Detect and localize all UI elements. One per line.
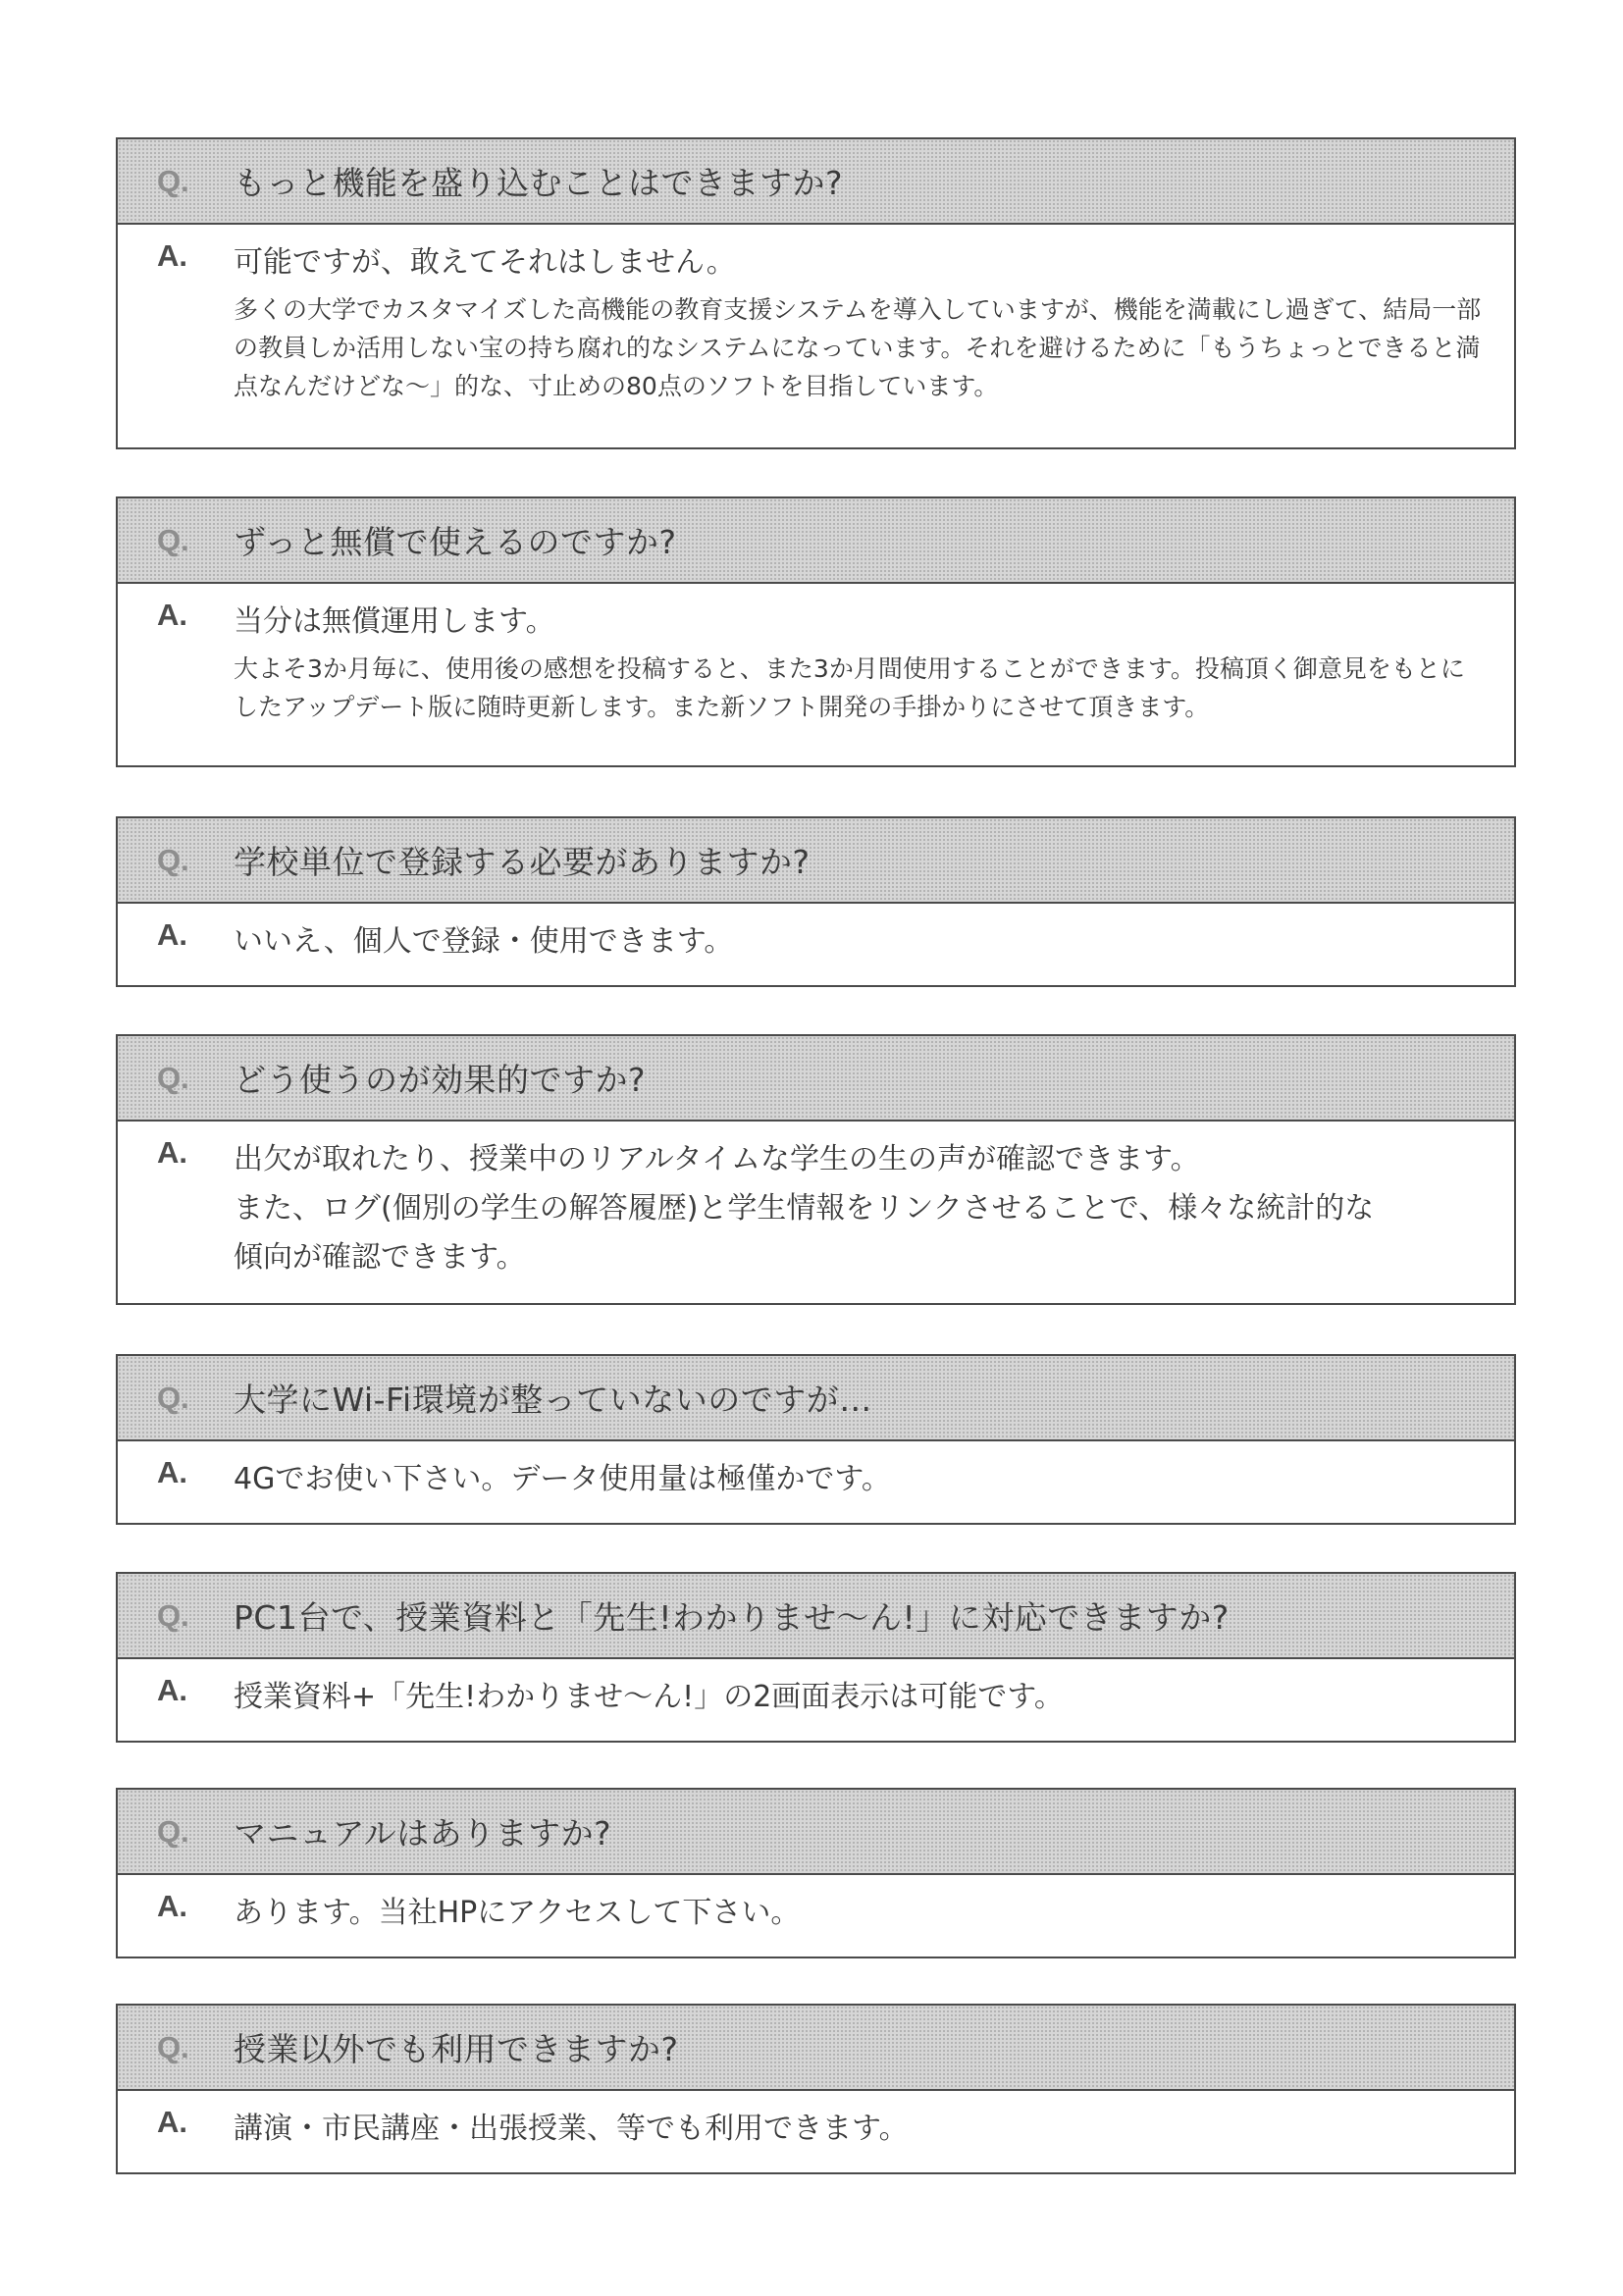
answer-mark-label: A. xyxy=(157,1673,187,1707)
question-bar xyxy=(118,498,1514,584)
question-text: 授業以外でも利用できますか? xyxy=(234,2030,679,2068)
question-mark-label: Q. xyxy=(157,1380,189,1415)
answer-mark-label: A. xyxy=(157,1889,187,1923)
answer-lead: 当分は無償運用します。 xyxy=(234,604,555,639)
answer-detail: 多くの大学でカスタマイズした高機能の教育支援システムを導入していますが、機能を満載にし過ぎて、結局一部の教員しか活用しない宝の持ち腐れ的なシステムになっています。それを避けるために「もうちょっとできると満点なんだけどな〜」的な、寸止めの80点のソフトを目指しています。 xyxy=(234,295,1482,400)
question-bar xyxy=(118,1790,1514,1875)
question-text: PC1台で、授業資料と「先生!わかりませ〜ん!」に対応できますか? xyxy=(234,1598,1230,1637)
faq-item xyxy=(116,496,1516,767)
answer-mark-label: A. xyxy=(157,1135,187,1170)
question-bar xyxy=(118,139,1514,225)
question-mark-label: Q. xyxy=(157,163,189,198)
question-mark-label: Q. xyxy=(157,2029,189,2064)
question-bar xyxy=(118,2006,1514,2091)
question-mark-label: Q. xyxy=(157,1597,189,1633)
faq-item xyxy=(116,2004,1516,2174)
answer-area xyxy=(118,584,1514,726)
answer-area xyxy=(118,225,1514,405)
answer-lead: 4Gでお使い下さい。データ使用量は極僅かです。 xyxy=(234,1462,891,1496)
answer-area xyxy=(118,904,1514,966)
question-bar xyxy=(118,1356,1514,1441)
question-mark-label: Q. xyxy=(157,842,189,877)
answer-area xyxy=(118,1441,1514,1504)
answer-line: 出欠が取れたり、授業中のリアルタイムな学生の生の声が確認できます。 xyxy=(234,1142,1200,1176)
answer-lead: 講演・市民講座・出張授業、等でも利用できます。 xyxy=(234,2112,909,2146)
answer-area xyxy=(118,2091,1514,2154)
faq-item xyxy=(116,1354,1516,1525)
answer-area xyxy=(118,1659,1514,1722)
question-text: 学校単位で登録する必要がありますか? xyxy=(234,843,811,881)
answer-line: 傾向が確認できます。 xyxy=(234,1240,526,1275)
answer-lead: 可能ですが、敢えてそれはしません。 xyxy=(234,245,736,280)
faq-item xyxy=(116,137,1516,449)
answer-lead: いいえ、個人で登録・使用できます。 xyxy=(234,924,734,959)
answer-mark-label: A. xyxy=(157,238,187,273)
faq-item xyxy=(116,1034,1516,1305)
question-text: どう使うのが効果的ですか? xyxy=(234,1061,647,1099)
question-mark-label: Q. xyxy=(157,1813,189,1849)
question-text: ずっと無償で使えるのですか? xyxy=(234,523,677,561)
answer-detail: 大よそ3か月毎に、使用後の感想を投稿すると、また3か月間使用することができます。投稿頂く御意見をもとにしたアップデート版に随時更新します。また新ソフト開発の手掛かりにさせて頂きます。 xyxy=(234,654,1465,721)
answer-mark-label: A. xyxy=(157,1455,187,1489)
question-mark-label: Q. xyxy=(157,522,189,557)
answer-mark-label: A. xyxy=(157,598,187,632)
question-bar xyxy=(118,1036,1514,1122)
answer-lead: 授業資料+「先生!わかりませ〜ん!」の2画面表示は可能です。 xyxy=(234,1680,1064,1714)
answer-mark-label: A. xyxy=(157,2105,187,2139)
faq-item xyxy=(116,816,1516,987)
faq-item xyxy=(116,1572,1516,1743)
question-text: マニュアルはありますか? xyxy=(234,1814,612,1852)
answer-lead: あります。当社HPにアクセスして下さい。 xyxy=(234,1896,801,1930)
question-text: もっと機能を盛り込むことはできますか? xyxy=(234,164,844,202)
answer-line: また、ログ(個別の学生の解答履歴)と学生情報をリンクさせることで、様々な統計的な xyxy=(234,1191,1375,1226)
answer-area xyxy=(118,1122,1514,1282)
answer-mark-label: A. xyxy=(157,917,187,952)
question-mark-label: Q. xyxy=(157,1060,189,1095)
answer-area xyxy=(118,1875,1514,1938)
question-bar xyxy=(118,1574,1514,1659)
faq-item xyxy=(116,1788,1516,1958)
question-bar xyxy=(118,818,1514,904)
question-text: 大学にWi-Fi環境が整っていないのですが… xyxy=(234,1381,872,1419)
